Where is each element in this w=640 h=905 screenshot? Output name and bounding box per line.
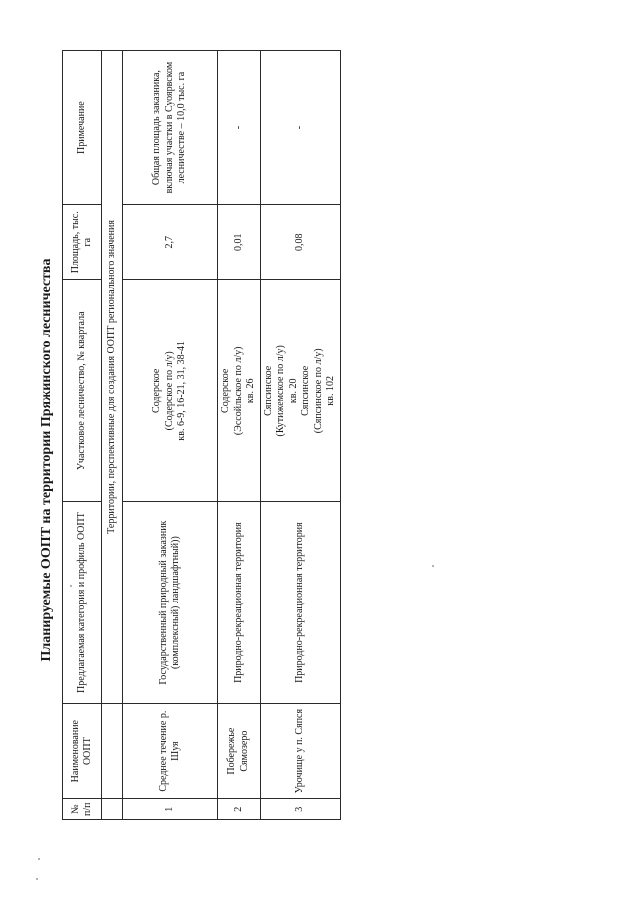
row-category: Природно-рекреационная территория [218,502,261,704]
header-name: Наименование ООПТ [63,703,102,799]
header-num: № п/п [63,799,102,820]
section-label: Территории, перспективные для создания ООПТ регионального значения [102,51,123,704]
forestry-line: Содерское [220,368,231,413]
forestry-line: (Содерское по л/у) [163,351,175,431]
table-row [260,51,340,820]
header-note: Примечание [63,51,102,205]
row-note: - [260,51,340,205]
row-note: - [218,51,261,205]
row-area: 0,01 [218,205,261,280]
row-forestry [260,280,340,502]
row-num: 1 [123,799,218,820]
row-num: 2 [218,799,261,820]
table-row [123,51,218,820]
header-category: Предлагаемая категория и профиль ООПТ [63,502,102,704]
row-forestry [123,280,218,502]
header-forestry: Участковое лесничество, № квартала [63,280,102,502]
forestry-line: кв. 6-9, 16-21, 31, 38-41 [176,341,188,441]
forestry-line: Сяпсинское [300,365,311,416]
scan-speck [36,878,38,880]
row-area: 2,7 [123,205,218,280]
section-empty-cell [102,703,123,799]
scan-speck [38,858,40,860]
document-title: Планируемые ООПТ на территории Пряжинского лесничества [39,258,54,662]
forestry-line: (Эссойльское по л/у) [232,346,244,436]
row-name: Побережье Сямозеро [218,703,261,799]
section-empty-cell [102,799,123,820]
forestry-line: Сяпсинское [262,365,274,416]
row-num: 3 [260,799,340,820]
forestry-line: кв. 20 [287,378,299,404]
row-forestry [218,280,261,502]
header-area: Площадь, тыс. га [63,205,102,280]
row-category: Государственный природный заказник (комплексный) ландшафтный)) [123,502,218,704]
forestry-line: (Кутижемское по л/у) [275,345,286,437]
section-row [102,51,123,820]
row-name: Среднее течение р. Шуя [123,703,218,799]
row-name: Урочище у п. Сяпся [260,703,340,799]
scan-speck [432,565,434,567]
row-note: Общая площадь заказника, включая участки в Суоярвском лесничестве – 10,0 тыс. га [123,51,218,205]
row-category: Природно-рекреационная территория [260,502,340,704]
forestry-line: (Сяпсинское по л/у) [312,348,324,434]
table-header-row [63,51,102,820]
table-row [218,51,261,820]
forestry-line: Содерское [151,368,163,413]
forestry-line: кв. 26 [245,378,256,404]
forestry-line: кв. 102 [325,376,336,406]
protected-areas-table [62,50,341,820]
row-area: 0,08 [260,205,340,280]
scan-speck [70,585,72,587]
